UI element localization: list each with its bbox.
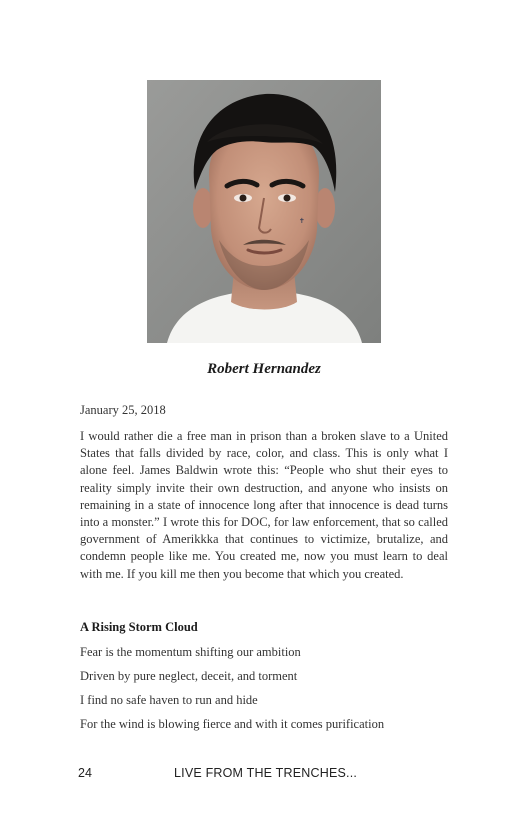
poem-line: Driven by pure neglect, deceit, and torment (80, 669, 298, 683)
portrait-image (147, 80, 381, 343)
page-number: 24 (78, 766, 92, 780)
poem-line: I find no safe haven to run and hide (80, 693, 258, 707)
poem-title: A Rising Storm Cloud (80, 620, 198, 634)
entry-date: January 25, 2018 (80, 403, 166, 417)
svg-text:✝: ✝ (299, 217, 305, 225)
poem-line: Fear is the momentum shifting our ambition (80, 645, 301, 659)
author-photo (147, 80, 381, 343)
poem-lines (80, 644, 384, 740)
body-paragraph: I would rather die a free man in prison than a broken slave to a United States that falls divided by race, color, and class. This is only what I alone feel. James Baldwin wrote this: “People who shut their eyes to reality simply invite their own destruction, and anyone who insists on remaining in a state of innocence long after that innocence is dead turns into a monster.” I wrote this for DOC, for law enforcement, that so called government of Amerikkka that continues to victimize, brutalize, and condemn people like me. You created me, now you must learn to deal with me. If you kill me then you become that which you created. (80, 429, 448, 581)
running-head: LIVE FROM THE TRENCHES... (174, 766, 358, 780)
poem-line: For the wind is blowing fierce and with it comes purification (80, 717, 385, 731)
author-name: Robert Hernandez (207, 361, 321, 377)
